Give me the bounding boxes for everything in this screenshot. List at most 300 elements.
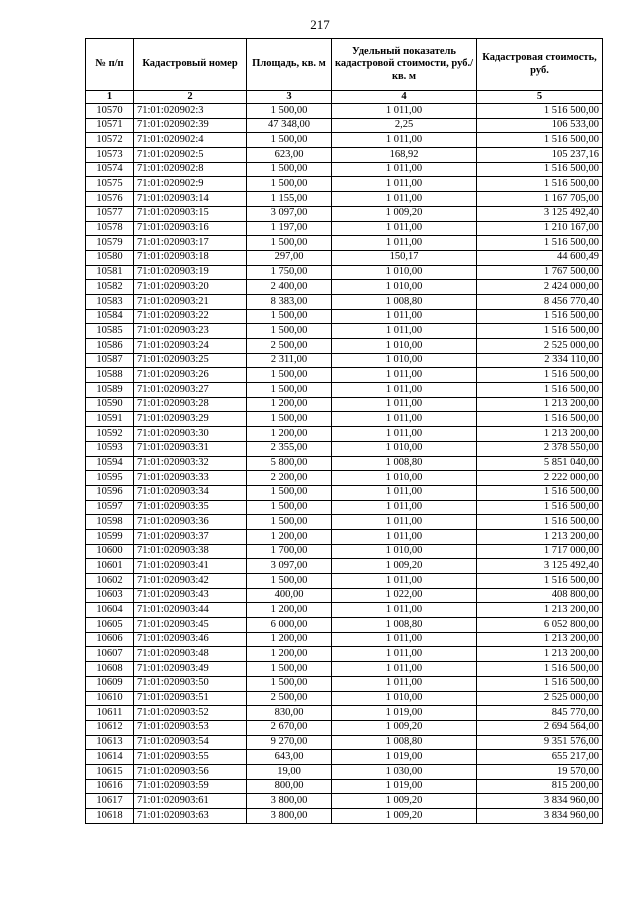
row-index-cell: 10618 [86, 809, 134, 824]
specific-value-cell: 1 010,00 [332, 339, 477, 354]
table-row [86, 632, 603, 647]
area-cell: 830,00 [247, 706, 332, 721]
specific-value-cell: 1 011,00 [332, 412, 477, 427]
table-row [86, 294, 603, 309]
row-index-cell: 10616 [86, 779, 134, 794]
table-row [86, 544, 603, 559]
area-cell: 2 500,00 [247, 339, 332, 354]
header-index: № п/п [86, 39, 134, 91]
row-index-cell: 10571 [86, 118, 134, 133]
cadastral-number-cell: 71:01:020903:50 [134, 676, 247, 691]
cadastral-number-cell: 71:01:020903:33 [134, 471, 247, 486]
cadastral-number-cell: 71:01:020903:18 [134, 250, 247, 265]
area-cell: 3 097,00 [247, 206, 332, 221]
cadastral-number-cell: 71:01:020903:59 [134, 779, 247, 794]
row-index-cell: 10595 [86, 471, 134, 486]
cadastral-number-cell: 71:01:020903:56 [134, 764, 247, 779]
specific-value-cell: 1 010,00 [332, 353, 477, 368]
cadastral-cost-cell: 1 213 200,00 [477, 603, 603, 618]
row-index-cell: 10588 [86, 368, 134, 383]
specific-value-cell: 1 019,00 [332, 750, 477, 765]
specific-value-cell: 1 011,00 [332, 397, 477, 412]
table-row [86, 618, 603, 633]
row-index-cell: 10577 [86, 206, 134, 221]
column-number: 5 [477, 91, 603, 104]
cadastral-number-cell: 71:01:020903:31 [134, 441, 247, 456]
table-row [86, 441, 603, 456]
cadastral-number-cell: 71:01:020903:52 [134, 706, 247, 721]
cadastral-cost-cell: 408 800,00 [477, 588, 603, 603]
row-index-cell: 10574 [86, 162, 134, 177]
table-row [86, 309, 603, 324]
area-cell: 1 500,00 [247, 236, 332, 251]
area-cell: 1 500,00 [247, 383, 332, 398]
specific-value-cell: 1 022,00 [332, 588, 477, 603]
row-index-cell: 10591 [86, 412, 134, 427]
cadastral-cost-cell: 1 516 500,00 [477, 309, 603, 324]
cadastral-number-cell: 71:01:020903:38 [134, 544, 247, 559]
area-cell: 1 500,00 [247, 500, 332, 515]
cadastral-cost-cell: 2 424 000,00 [477, 280, 603, 295]
table-row [86, 177, 603, 192]
row-index-cell: 10601 [86, 559, 134, 574]
specific-value-cell: 1 011,00 [332, 574, 477, 589]
cadastral-number-cell: 71:01:020903:36 [134, 515, 247, 530]
table-row [86, 515, 603, 530]
cadastral-cost-cell: 1 516 500,00 [477, 133, 603, 148]
cadastral-cost-cell: 3 125 492,40 [477, 206, 603, 221]
page-number: 217 [310, 17, 330, 32]
table-row [86, 368, 603, 383]
table-row [86, 588, 603, 603]
table-row [86, 662, 603, 677]
row-index-cell: 10617 [86, 794, 134, 809]
specific-value-cell: 1 011,00 [332, 662, 477, 677]
specific-value-cell: 150,17 [332, 250, 477, 265]
area-cell: 1 200,00 [247, 603, 332, 618]
specific-value-cell: 1 011,00 [332, 383, 477, 398]
specific-value-cell: 1 011,00 [332, 603, 477, 618]
area-cell: 1 200,00 [247, 632, 332, 647]
cadastral-number-cell: 71:01:020903:22 [134, 309, 247, 324]
specific-value-cell: 1 008,80 [332, 735, 477, 750]
cadastral-number-cell: 71:01:020903:53 [134, 720, 247, 735]
area-cell: 297,00 [247, 250, 332, 265]
specific-value-cell: 1 011,00 [332, 177, 477, 192]
header-cadastral-number: Кадастровый номер [134, 39, 247, 91]
header-row [86, 39, 603, 91]
cadastral-number-cell: 71:01:020903:37 [134, 529, 247, 544]
column-number-row [86, 91, 603, 104]
table-row [86, 221, 603, 236]
row-index-cell: 10590 [86, 397, 134, 412]
table-row [86, 456, 603, 471]
row-index-cell: 10578 [86, 221, 134, 236]
cadastral-cost-cell: 1 516 500,00 [477, 574, 603, 589]
row-index-cell: 10610 [86, 691, 134, 706]
area-cell: 1 500,00 [247, 162, 332, 177]
cadastral-number-cell: 71:01:020903:25 [134, 353, 247, 368]
area-cell: 1 500,00 [247, 104, 332, 119]
specific-value-cell: 1 011,00 [332, 104, 477, 119]
row-index-cell: 10580 [86, 250, 134, 265]
table-row [86, 162, 603, 177]
area-cell: 1 500,00 [247, 133, 332, 148]
cadastral-cost-cell: 2 694 564,00 [477, 720, 603, 735]
area-cell: 8 383,00 [247, 294, 332, 309]
row-index-cell: 10593 [86, 441, 134, 456]
cadastral-number-cell: 71:01:020903:63 [134, 809, 247, 824]
row-index-cell: 10608 [86, 662, 134, 677]
cadastral-number-cell: 71:01:020903:43 [134, 588, 247, 603]
table-row [86, 339, 603, 354]
area-cell: 1 155,00 [247, 192, 332, 207]
specific-value-cell: 1 019,00 [332, 779, 477, 794]
cadastral-cost-cell: 3 125 492,40 [477, 559, 603, 574]
table-row [86, 603, 603, 618]
cadastral-cost-cell: 1 516 500,00 [477, 485, 603, 500]
specific-value-cell: 1 010,00 [332, 441, 477, 456]
cadastral-table [85, 38, 603, 824]
cadastral-cost-cell: 3 834 960,00 [477, 794, 603, 809]
cadastral-number-cell: 71:01:020903:19 [134, 265, 247, 280]
area-cell: 47 348,00 [247, 118, 332, 133]
area-cell: 1 700,00 [247, 544, 332, 559]
area-cell: 400,00 [247, 588, 332, 603]
area-cell: 3 097,00 [247, 559, 332, 574]
specific-value-cell: 1 011,00 [332, 368, 477, 383]
specific-value-cell: 1 030,00 [332, 764, 477, 779]
cadastral-cost-cell: 845 770,00 [477, 706, 603, 721]
header-specific-value: Удельный показатель кадастровой стоимости, руб./кв. м [332, 39, 477, 91]
row-index-cell: 10596 [86, 485, 134, 500]
specific-value-cell: 1 009,20 [332, 720, 477, 735]
row-index-cell: 10592 [86, 427, 134, 442]
cadastral-cost-cell: 5 851 040,00 [477, 456, 603, 471]
row-index-cell: 10599 [86, 529, 134, 544]
cadastral-number-cell: 71:01:020903:51 [134, 691, 247, 706]
cadastral-cost-cell: 1 516 500,00 [477, 500, 603, 515]
cadastral-cost-cell: 1 210 167,00 [477, 221, 603, 236]
area-cell: 2 355,00 [247, 441, 332, 456]
table-row [86, 574, 603, 589]
cadastral-number-cell: 71:01:020903:30 [134, 427, 247, 442]
area-cell: 1 500,00 [247, 309, 332, 324]
cadastral-number-cell: 71:01:020902:3 [134, 104, 247, 119]
cadastral-cost-cell: 106 533,00 [477, 118, 603, 133]
cadastral-number-cell: 71:01:020903:15 [134, 206, 247, 221]
specific-value-cell: 2,25 [332, 118, 477, 133]
specific-value-cell: 1 011,00 [332, 133, 477, 148]
row-index-cell: 10583 [86, 294, 134, 309]
area-cell: 1 500,00 [247, 662, 332, 677]
row-index-cell: 10573 [86, 148, 134, 163]
area-cell: 1 200,00 [247, 647, 332, 662]
specific-value-cell: 1 011,00 [332, 676, 477, 691]
cadastral-cost-cell: 2 525 000,00 [477, 691, 603, 706]
cadastral-number-cell: 71:01:020903:21 [134, 294, 247, 309]
table-row [86, 412, 603, 427]
table-row [86, 559, 603, 574]
cadastral-number-cell: 71:01:020903:27 [134, 383, 247, 398]
cadastral-number-cell: 71:01:020903:35 [134, 500, 247, 515]
cadastral-number-cell: 71:01:020903:16 [134, 221, 247, 236]
area-cell: 1 500,00 [247, 412, 332, 427]
cadastral-number-cell: 71:01:020903:42 [134, 574, 247, 589]
cadastral-cost-cell: 1 213 200,00 [477, 529, 603, 544]
cadastral-cost-cell: 1 516 500,00 [477, 324, 603, 339]
row-index-cell: 10587 [86, 353, 134, 368]
cadastral-number-cell: 71:01:020903:45 [134, 618, 247, 633]
area-cell: 2 670,00 [247, 720, 332, 735]
area-cell: 1 500,00 [247, 574, 332, 589]
cadastral-cost-cell: 1 516 500,00 [477, 662, 603, 677]
cadastral-number-cell: 71:01:020903:61 [134, 794, 247, 809]
area-cell: 1 200,00 [247, 427, 332, 442]
specific-value-cell: 1 010,00 [332, 544, 477, 559]
area-cell: 3 800,00 [247, 809, 332, 824]
area-cell: 1 750,00 [247, 265, 332, 280]
row-index-cell: 10614 [86, 750, 134, 765]
cadastral-cost-cell: 815 200,00 [477, 779, 603, 794]
row-index-cell: 10594 [86, 456, 134, 471]
specific-value-cell: 1 009,20 [332, 559, 477, 574]
table-row [86, 353, 603, 368]
cadastral-cost-cell: 1 516 500,00 [477, 676, 603, 691]
area-cell: 800,00 [247, 779, 332, 794]
cadastral-number-cell: 71:01:020903:14 [134, 192, 247, 207]
cadastral-cost-cell: 2 378 550,00 [477, 441, 603, 456]
cadastral-cost-cell: 1 516 500,00 [477, 368, 603, 383]
area-cell: 6 000,00 [247, 618, 332, 633]
area-cell: 2 500,00 [247, 691, 332, 706]
row-index-cell: 10585 [86, 324, 134, 339]
specific-value-cell: 168,92 [332, 148, 477, 163]
cadastral-cost-cell: 1 767 500,00 [477, 265, 603, 280]
row-index-cell: 10570 [86, 104, 134, 119]
row-index-cell: 10603 [86, 588, 134, 603]
specific-value-cell: 1 009,20 [332, 809, 477, 824]
row-index-cell: 10582 [86, 280, 134, 295]
specific-value-cell: 1 019,00 [332, 706, 477, 721]
cadastral-number-cell: 71:01:020903:54 [134, 735, 247, 750]
area-cell: 19,00 [247, 764, 332, 779]
table-row [86, 104, 603, 119]
table-row [86, 206, 603, 221]
specific-value-cell: 1 011,00 [332, 427, 477, 442]
specific-value-cell: 1 010,00 [332, 691, 477, 706]
cadastral-number-cell: 71:01:020903:41 [134, 559, 247, 574]
table-row [86, 750, 603, 765]
column-number: 2 [134, 91, 247, 104]
cadastral-cost-cell: 44 600,49 [477, 250, 603, 265]
cadastral-number-cell: 71:01:020903:29 [134, 412, 247, 427]
cadastral-number-cell: 71:01:020903:48 [134, 647, 247, 662]
row-index-cell: 10579 [86, 236, 134, 251]
cadastral-cost-cell: 655 217,00 [477, 750, 603, 765]
area-cell: 3 800,00 [247, 794, 332, 809]
cadastral-number-cell: 71:01:020903:17 [134, 236, 247, 251]
table-row [86, 192, 603, 207]
cadastral-cost-cell: 2 525 000,00 [477, 339, 603, 354]
table-row [86, 794, 603, 809]
specific-value-cell: 1 011,00 [332, 309, 477, 324]
table-row [86, 397, 603, 412]
row-index-cell: 10575 [86, 177, 134, 192]
specific-value-cell: 1 011,00 [332, 632, 477, 647]
specific-value-cell: 1 011,00 [332, 500, 477, 515]
specific-value-cell: 1 009,20 [332, 206, 477, 221]
cadastral-number-cell: 71:01:020903:44 [134, 603, 247, 618]
row-index-cell: 10612 [86, 720, 134, 735]
column-number: 4 [332, 91, 477, 104]
cadastral-number-cell: 71:01:020903:49 [134, 662, 247, 677]
area-cell: 1 500,00 [247, 485, 332, 500]
specific-value-cell: 1 011,00 [332, 515, 477, 530]
row-index-cell: 10615 [86, 764, 134, 779]
specific-value-cell: 1 010,00 [332, 280, 477, 295]
cadastral-cost-cell: 1 213 200,00 [477, 397, 603, 412]
table-row [86, 529, 603, 544]
cadastral-number-cell: 71:01:020903:20 [134, 280, 247, 295]
cadastral-number-cell: 71:01:020903:32 [134, 456, 247, 471]
table-row [86, 383, 603, 398]
table-row [86, 764, 603, 779]
table-row [86, 500, 603, 515]
cadastral-number-cell: 71:01:020903:28 [134, 397, 247, 412]
area-cell: 1 200,00 [247, 397, 332, 412]
cadastral-cost-cell: 105 237,16 [477, 148, 603, 163]
table-row [86, 250, 603, 265]
table-row [86, 676, 603, 691]
area-cell: 1 197,00 [247, 221, 332, 236]
row-index-cell: 10604 [86, 603, 134, 618]
table-row [86, 647, 603, 662]
cadastral-number-cell: 71:01:020902:8 [134, 162, 247, 177]
area-cell: 623,00 [247, 148, 332, 163]
cadastral-cost-cell: 1 213 200,00 [477, 647, 603, 662]
table-row [86, 779, 603, 794]
row-index-cell: 10598 [86, 515, 134, 530]
row-index-cell: 10600 [86, 544, 134, 559]
table-body [86, 104, 603, 824]
table-row [86, 133, 603, 148]
specific-value-cell: 1 008,80 [332, 456, 477, 471]
cadastral-cost-cell: 1 516 500,00 [477, 177, 603, 192]
cadastral-cost-cell: 3 834 960,00 [477, 809, 603, 824]
cadastral-number-cell: 71:01:020902:4 [134, 133, 247, 148]
row-index-cell: 10584 [86, 309, 134, 324]
specific-value-cell: 1 010,00 [332, 471, 477, 486]
cadastral-cost-cell: 1 516 500,00 [477, 383, 603, 398]
area-cell: 1 500,00 [247, 676, 332, 691]
row-index-cell: 10605 [86, 618, 134, 633]
area-cell: 1 500,00 [247, 324, 332, 339]
cadastral-cost-cell: 1 516 500,00 [477, 236, 603, 251]
row-index-cell: 10611 [86, 706, 134, 721]
table-row [86, 236, 603, 251]
specific-value-cell: 1 011,00 [332, 324, 477, 339]
cadastral-number-cell: 71:01:020902:39 [134, 118, 247, 133]
cadastral-cost-cell: 1 516 500,00 [477, 515, 603, 530]
cadastral-number-cell: 71:01:020903:34 [134, 485, 247, 500]
cadastral-cost-cell: 1 516 500,00 [477, 162, 603, 177]
specific-value-cell: 1 011,00 [332, 192, 477, 207]
table-row [86, 735, 603, 750]
table-row [86, 265, 603, 280]
row-index-cell: 10576 [86, 192, 134, 207]
area-cell: 1 200,00 [247, 529, 332, 544]
column-number: 1 [86, 91, 134, 104]
specific-value-cell: 1 010,00 [332, 265, 477, 280]
cadastral-number-cell: 71:01:020902:5 [134, 148, 247, 163]
specific-value-cell: 1 011,00 [332, 162, 477, 177]
table-row [86, 691, 603, 706]
row-index-cell: 10586 [86, 339, 134, 354]
table-row [86, 720, 603, 735]
area-cell: 1 500,00 [247, 177, 332, 192]
area-cell: 1 500,00 [247, 515, 332, 530]
specific-value-cell: 1 011,00 [332, 529, 477, 544]
cadastral-cost-cell: 2 334 110,00 [477, 353, 603, 368]
table-row [86, 471, 603, 486]
area-cell: 5 800,00 [247, 456, 332, 471]
cadastral-cost-cell: 2 222 000,00 [477, 471, 603, 486]
cadastral-cost-cell: 1 516 500,00 [477, 104, 603, 119]
row-index-cell: 10572 [86, 133, 134, 148]
cadastral-number-cell: 71:01:020903:26 [134, 368, 247, 383]
row-index-cell: 10613 [86, 735, 134, 750]
specific-value-cell: 1 011,00 [332, 221, 477, 236]
table-row [86, 280, 603, 295]
cadastral-cost-cell: 9 351 576,00 [477, 735, 603, 750]
area-cell: 2 400,00 [247, 280, 332, 295]
table-row [86, 485, 603, 500]
table-row [86, 427, 603, 442]
column-number: 3 [247, 91, 332, 104]
area-cell: 2 311,00 [247, 353, 332, 368]
cadastral-number-cell: 71:01:020903:24 [134, 339, 247, 354]
row-index-cell: 10606 [86, 632, 134, 647]
cadastral-cost-cell: 1 717 000,00 [477, 544, 603, 559]
row-index-cell: 10609 [86, 676, 134, 691]
area-cell: 643,00 [247, 750, 332, 765]
row-index-cell: 10581 [86, 265, 134, 280]
area-cell: 2 200,00 [247, 471, 332, 486]
row-index-cell: 10607 [86, 647, 134, 662]
cadastral-number-cell: 71:01:020903:46 [134, 632, 247, 647]
table-row [86, 324, 603, 339]
table-row [86, 809, 603, 824]
specific-value-cell: 1 011,00 [332, 236, 477, 251]
specific-value-cell: 1 008,80 [332, 618, 477, 633]
specific-value-cell: 1 008,80 [332, 294, 477, 309]
cadastral-cost-cell: 1 516 500,00 [477, 412, 603, 427]
cadastral-cost-cell: 19 570,00 [477, 764, 603, 779]
cadastral-number-cell: 71:01:020902:9 [134, 177, 247, 192]
row-index-cell: 10602 [86, 574, 134, 589]
cadastral-cost-cell: 6 052 800,00 [477, 618, 603, 633]
cadastral-cost-cell: 1 213 200,00 [477, 427, 603, 442]
table-row [86, 118, 603, 133]
table-row [86, 148, 603, 163]
cadastral-number-cell: 71:01:020903:55 [134, 750, 247, 765]
cadastral-cost-cell: 1 167 705,00 [477, 192, 603, 207]
cadastral-cost-cell: 8 456 770,40 [477, 294, 603, 309]
header-area: Площадь, кв. м [247, 39, 332, 91]
specific-value-cell: 1 011,00 [332, 485, 477, 500]
area-cell: 1 500,00 [247, 368, 332, 383]
